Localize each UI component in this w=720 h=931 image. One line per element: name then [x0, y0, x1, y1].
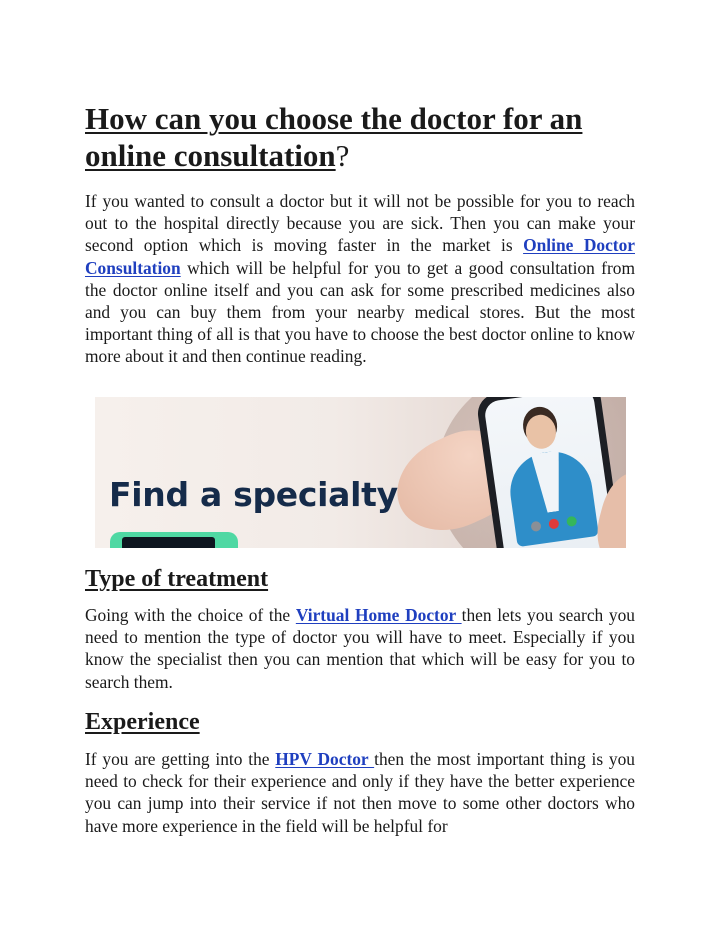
treatment-section — [85, 565, 635, 693]
treatment-text-end: then lets you search you need to mention the type of doctor you will have to meet. Especially if you know the specialist then you can mention that which will be easy for you to search them. — [85, 605, 635, 692]
treatment-paragraph — [85, 604, 635, 693]
hpv-doctor-link[interactable]: HPV Doctor — [275, 749, 375, 769]
intro-text-start: If you wanted to consult a doctor but it will not be possible for you to reach out to the hospital directly because you are sick. Then you can make your second option which is moving faster in the market is — [85, 191, 635, 256]
treatment-text-start: Going with the choice of the — [85, 605, 296, 625]
experience-section — [85, 708, 635, 837]
virtual-home-doctor-link[interactable]: Virtual Home Doctor — [295, 605, 462, 625]
experience-paragraph — [85, 748, 635, 837]
experience-heading: Experience — [85, 709, 200, 735]
experience-text-start: If you are getting into the — [85, 749, 276, 769]
intro-paragraph — [85, 190, 635, 368]
hero-image — [95, 397, 626, 548]
online-doctor-consultation-link[interactable]: Online Doctor Consultation — [85, 235, 635, 278]
intro-section — [85, 190, 635, 368]
page-title-mark: ? — [335, 138, 350, 173]
doctor-head — [524, 413, 558, 451]
intro-text-end: which will be helpful for you to get a good consultation from the doctor online itself and you can ask for some prescribed medicines also and you can buy them from your nearby medical stores. But the most important thing of all is that you have to choose the best doctor online to know more about it and then continue reading. — [85, 257, 635, 367]
title-block — [85, 100, 635, 174]
page-title — [85, 100, 635, 174]
treatment-heading: Type of treatment — [85, 566, 269, 592]
video-call-screen — [483, 397, 616, 548]
hero-headline: Find a specialty — [109, 475, 398, 514]
experience-text-end: then the most important thing is you need to check for their experience and only if they have the better experience you can jump into their service if not then move to some other doctors who have more experience in the field will be helpful for — [85, 749, 635, 836]
hero-cta-inner — [122, 537, 215, 548]
page-title-text: How can you choose the doctor for an online consultation — [85, 101, 583, 173]
